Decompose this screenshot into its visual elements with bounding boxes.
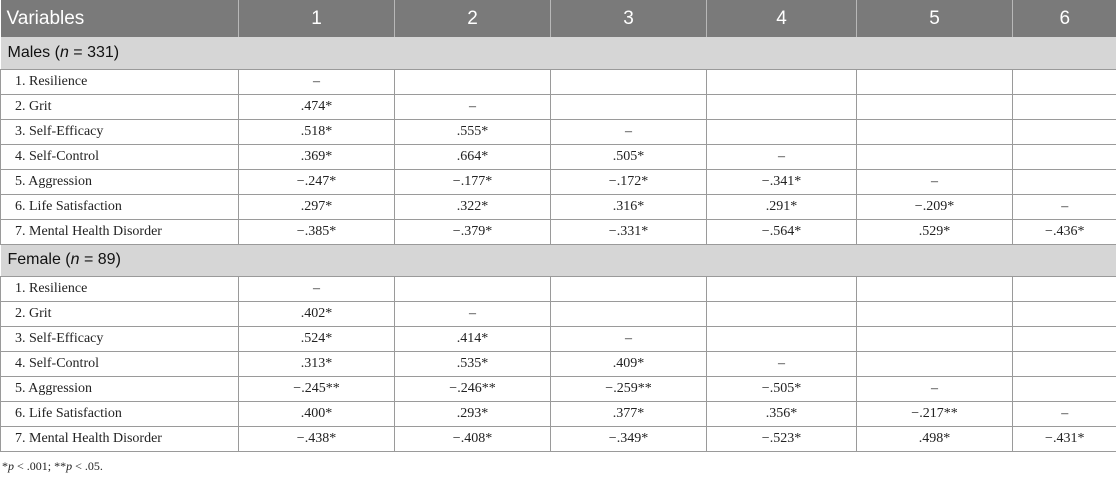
variable-label-cell: 3. Self-Efficacy bbox=[1, 119, 239, 144]
variable-label-cell: 1. Resilience bbox=[1, 276, 239, 301]
variable-label-cell: 5. Aggression bbox=[1, 169, 239, 194]
correlation-cell: – bbox=[1013, 401, 1116, 426]
table-row bbox=[1, 119, 1116, 144]
correlation-cell bbox=[857, 69, 1013, 94]
correlation-cell: −.431* bbox=[1013, 426, 1116, 451]
correlation-cell: −.523* bbox=[707, 426, 857, 451]
correlation-cell bbox=[707, 119, 857, 144]
correlation-cell: −.217** bbox=[857, 401, 1013, 426]
correlation-cell bbox=[1013, 376, 1116, 401]
header-cell-variables: Variables bbox=[1, 0, 239, 37]
header-cell-5: 5 bbox=[857, 0, 1013, 37]
correlation-cell bbox=[857, 326, 1013, 351]
correlation-cell: .377* bbox=[551, 401, 707, 426]
correlation-cell: .316* bbox=[551, 194, 707, 219]
correlation-cell: −.331* bbox=[551, 219, 707, 244]
correlation-cell: – bbox=[239, 276, 395, 301]
group-label-prefix: Female ( bbox=[7, 251, 71, 268]
table-row bbox=[1, 301, 1116, 326]
group-label bbox=[1, 244, 1116, 276]
group-label-n: n bbox=[70, 251, 80, 268]
correlation-cell: .297* bbox=[239, 194, 395, 219]
correlation-cell: .505* bbox=[551, 144, 707, 169]
correlation-cell: – bbox=[1013, 194, 1116, 219]
footnote-p-2: p bbox=[66, 459, 73, 473]
table-row bbox=[1, 219, 1116, 244]
correlation-cell: – bbox=[707, 144, 857, 169]
correlation-cell bbox=[1013, 276, 1116, 301]
table-row bbox=[1, 144, 1116, 169]
correlation-cell: .518* bbox=[239, 119, 395, 144]
table-row bbox=[1, 94, 1116, 119]
footnote bbox=[2, 459, 103, 474]
correlation-cell bbox=[707, 276, 857, 301]
variable-label-cell: 4. Self-Control bbox=[1, 351, 239, 376]
correlation-cell bbox=[857, 94, 1013, 119]
correlation-cell: −.341* bbox=[707, 169, 857, 194]
header-cell-3: 3 bbox=[551, 0, 707, 37]
correlation-cell: −.385* bbox=[239, 219, 395, 244]
correlation-cell bbox=[857, 351, 1013, 376]
correlation-cell bbox=[1013, 169, 1116, 194]
correlation-cell: .664* bbox=[395, 144, 551, 169]
variable-label-cell: 7. Mental Health Disorder bbox=[1, 219, 239, 244]
correlation-cell bbox=[551, 69, 707, 94]
correlation-cell bbox=[857, 276, 1013, 301]
correlation-cell bbox=[857, 301, 1013, 326]
correlation-cell: .400* bbox=[239, 401, 395, 426]
footnote-text-2: < .001; ** bbox=[14, 459, 67, 473]
correlation-cell bbox=[1013, 326, 1116, 351]
correlation-cell: .293* bbox=[395, 401, 551, 426]
table-row bbox=[1, 69, 1116, 94]
correlation-cell: – bbox=[395, 94, 551, 119]
correlation-cell bbox=[1013, 301, 1116, 326]
correlation-cell: −.246** bbox=[395, 376, 551, 401]
variable-label-cell: 3. Self-Efficacy bbox=[1, 326, 239, 351]
correlation-cell: .369* bbox=[239, 144, 395, 169]
correlation-cell: .414* bbox=[395, 326, 551, 351]
correlation-cell: .529* bbox=[857, 219, 1013, 244]
correlation-cell: −.408* bbox=[395, 426, 551, 451]
variable-label-cell: 2. Grit bbox=[1, 94, 239, 119]
correlation-cell: .409* bbox=[551, 351, 707, 376]
variable-label-cell: 2. Grit bbox=[1, 301, 239, 326]
group-label-n: n bbox=[59, 43, 69, 61]
correlation-cell: −.379* bbox=[395, 219, 551, 244]
correlation-cell bbox=[551, 301, 707, 326]
variable-label-cell: 6. Life Satisfaction bbox=[1, 194, 239, 219]
correlation-cell bbox=[707, 94, 857, 119]
correlation-cell bbox=[857, 144, 1013, 169]
correlation-cell: .402* bbox=[239, 301, 395, 326]
correlation-cell bbox=[1013, 94, 1116, 119]
correlation-cell: .474* bbox=[239, 94, 395, 119]
correlation-cell: – bbox=[551, 326, 707, 351]
correlation-cell bbox=[395, 276, 551, 301]
correlation-cell: – bbox=[395, 301, 551, 326]
header-cell-2: 2 bbox=[395, 0, 551, 37]
correlation-cell bbox=[707, 326, 857, 351]
table-row bbox=[1, 351, 1116, 376]
correlation-cell: −.259** bbox=[551, 376, 707, 401]
correlation-cell: – bbox=[239, 69, 395, 94]
correlation-cell: .356* bbox=[707, 401, 857, 426]
header-cell-4: 4 bbox=[707, 0, 857, 37]
correlation-cell bbox=[1013, 144, 1116, 169]
group-label bbox=[1, 37, 1116, 69]
correlation-cell: – bbox=[857, 376, 1013, 401]
variable-label-cell: 5. Aggression bbox=[1, 376, 239, 401]
footnote-text-3: < .05. bbox=[72, 459, 103, 473]
correlation-cell bbox=[395, 69, 551, 94]
group-header-row bbox=[1, 37, 1116, 69]
correlation-cell: – bbox=[857, 169, 1013, 194]
correlation-cell bbox=[1013, 119, 1116, 144]
header-cell-1: 1 bbox=[239, 0, 395, 37]
footnote-p-1: p bbox=[8, 459, 14, 473]
table-row bbox=[1, 401, 1116, 426]
correlation-cell bbox=[707, 301, 857, 326]
table-row bbox=[1, 276, 1116, 301]
correlation-cell: −.438* bbox=[239, 426, 395, 451]
correlation-cell: −.505* bbox=[707, 376, 857, 401]
correlation-cell bbox=[1013, 351, 1116, 376]
variable-label-cell: 1. Resilience bbox=[1, 69, 239, 94]
correlation-cell: .291* bbox=[707, 194, 857, 219]
correlation-cell bbox=[551, 276, 707, 301]
footnote-text-1: * bbox=[2, 459, 8, 473]
table-row bbox=[1, 426, 1116, 451]
correlation-cell: −.172* bbox=[551, 169, 707, 194]
correlation-cell: −.564* bbox=[707, 219, 857, 244]
table-row bbox=[1, 376, 1116, 401]
correlation-cell: .535* bbox=[395, 351, 551, 376]
header-row bbox=[1, 0, 1116, 37]
correlation-cell: −.177* bbox=[395, 169, 551, 194]
correlation-cell: −.349* bbox=[551, 426, 707, 451]
correlation-cell bbox=[707, 69, 857, 94]
correlation-cell: −.245** bbox=[239, 376, 395, 401]
correlation-cell bbox=[857, 119, 1013, 144]
variable-label-cell: 4. Self-Control bbox=[1, 144, 239, 169]
correlation-cell bbox=[1013, 69, 1116, 94]
table-row bbox=[1, 326, 1116, 351]
correlation-cell: −.436* bbox=[1013, 219, 1116, 244]
group-label-prefix: Males ( bbox=[7, 43, 60, 61]
table-row bbox=[1, 169, 1116, 194]
correlation-cell: .313* bbox=[239, 351, 395, 376]
correlation-cell: −.209* bbox=[857, 194, 1013, 219]
group-header-row bbox=[1, 244, 1116, 276]
correlation-cell: −.247* bbox=[239, 169, 395, 194]
correlation-cell: .498* bbox=[857, 426, 1013, 451]
group-label-suffix: = 331) bbox=[68, 43, 120, 61]
variable-label-cell: 7. Mental Health Disorder bbox=[1, 426, 239, 451]
group-label-suffix: = 89) bbox=[79, 251, 121, 268]
correlation-cell bbox=[551, 94, 707, 119]
correlation-cell: .524* bbox=[239, 326, 395, 351]
correlation-cell: .555* bbox=[395, 119, 551, 144]
header-cell-6: 6 bbox=[1013, 0, 1116, 37]
correlation-cell: – bbox=[707, 351, 857, 376]
variable-label-cell: 6. Life Satisfaction bbox=[1, 401, 239, 426]
correlation-cell: – bbox=[551, 119, 707, 144]
correlation-cell: .322* bbox=[395, 194, 551, 219]
table-row bbox=[1, 194, 1116, 219]
